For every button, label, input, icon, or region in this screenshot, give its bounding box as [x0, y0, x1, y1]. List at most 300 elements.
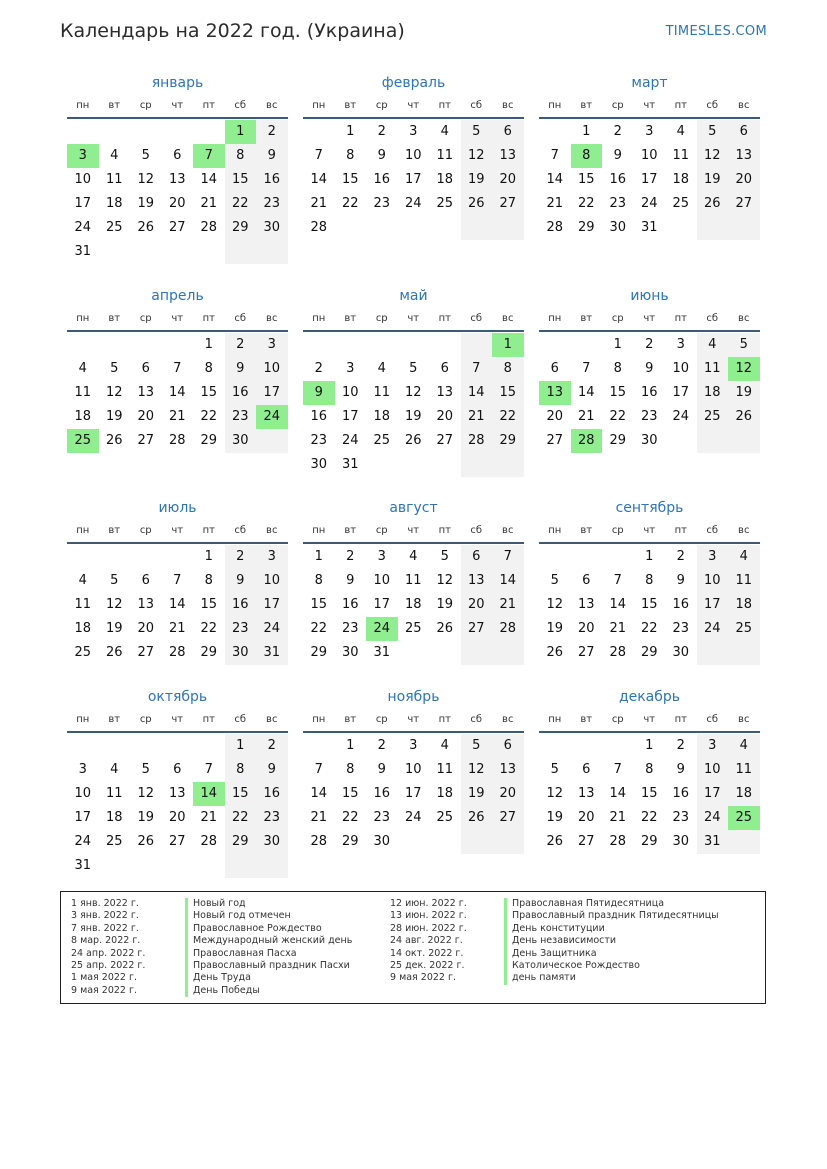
holiday-day-cell: 7 [193, 144, 225, 168]
day-grid [539, 734, 760, 854]
day-cell: 9 [256, 144, 288, 168]
day-cell: 10 [640, 148, 658, 163]
weekday-label: ср [611, 714, 624, 725]
weekday-label: вт [108, 100, 121, 111]
day-cell: 9 [377, 762, 386, 777]
day-cell: 30 [225, 429, 257, 453]
empty-cell [728, 830, 760, 854]
day-cell: 19 [105, 409, 123, 424]
day-cell: 31 [74, 858, 92, 873]
month-name: декабрь [618, 689, 681, 705]
day-cell: 11 [373, 385, 391, 400]
weekday-label: сб [234, 714, 247, 725]
day-cell: 29 [200, 645, 218, 660]
day-cell: 17 [256, 381, 288, 405]
day-cell: 16 [256, 782, 288, 806]
day-cell: 5 [461, 734, 493, 758]
day-cell: 18 [436, 172, 454, 187]
day-cell: 18 [404, 597, 422, 612]
holiday-day-cell: 14 [193, 782, 225, 806]
weekday-label: чт [407, 313, 420, 324]
day-cell: 29 [225, 216, 257, 240]
holiday-name: Новый год [185, 898, 246, 910]
weekday-label: пт [202, 100, 215, 111]
day-cell: 18 [728, 593, 760, 617]
day-cell: 15 [577, 172, 595, 187]
month-block [67, 285, 288, 453]
weekday-label: вт [344, 525, 357, 536]
holiday-name: День конституции [504, 923, 605, 935]
month-block [539, 285, 760, 453]
day-cell: 1 [346, 738, 355, 753]
holiday-row [380, 960, 719, 972]
day-cell: 16 [373, 786, 391, 801]
weekday-label: вс [738, 313, 750, 324]
day-cell: 30 [310, 457, 328, 472]
weekday-label: пт [202, 313, 215, 324]
day-cell: 2 [225, 333, 257, 357]
day-cell: 30 [609, 220, 627, 235]
empty-cell [162, 854, 194, 878]
day-cell: 12 [546, 597, 564, 612]
day-cell: 7 [582, 361, 591, 376]
day-cell: 21 [609, 621, 627, 636]
weekday-label: вс [266, 525, 278, 536]
day-cell: 23 [373, 196, 391, 211]
holiday-name: Православный праздник Пасхи [185, 960, 350, 972]
day-cell: 3 [697, 545, 729, 569]
weekday-label: вт [580, 100, 593, 111]
day-cell: 15 [225, 782, 257, 806]
day-cell: 4 [676, 124, 685, 139]
day-cell: 9 [676, 573, 685, 588]
weekday-header [539, 708, 760, 733]
month-name: февраль [381, 75, 446, 91]
day-cell: 9 [613, 148, 622, 163]
day-cell: 5 [728, 333, 760, 357]
empty-cell [162, 240, 194, 264]
weekday-label: ср [611, 525, 624, 536]
day-cell: 11 [728, 758, 760, 782]
day-cell: 27 [436, 433, 454, 448]
empty-cell [130, 240, 162, 264]
day-cell: 28 [310, 220, 328, 235]
day-cell: 22 [609, 409, 627, 424]
day-grid [303, 120, 524, 240]
empty-cell [461, 641, 493, 665]
weekday-header [539, 307, 760, 332]
day-cell: 10 [341, 385, 359, 400]
weekday-label: ср [375, 714, 388, 725]
month-block [539, 72, 760, 240]
day-cell: 5 [461, 120, 493, 144]
weekday-label: вс [502, 525, 514, 536]
weekday-label: чт [407, 525, 420, 536]
day-cell: 19 [546, 621, 564, 636]
holiday-date: 1 мая 2022 г. [71, 972, 137, 984]
holiday-date: 24 апр. 2022 г. [71, 947, 146, 959]
day-cell: 7 [492, 545, 524, 569]
weekday-label: пт [438, 313, 451, 324]
day-cell: 4 [78, 573, 87, 588]
day-cell: 5 [409, 361, 418, 376]
day-cell: 23 [609, 196, 627, 211]
empty-cell [99, 120, 131, 144]
day-cell: 27 [137, 645, 155, 660]
empty-cell [256, 429, 288, 453]
page-title: Календарь на 2022 год. (Украина) [60, 20, 405, 42]
weekday-label: вт [580, 313, 593, 324]
day-cell: 10 [672, 361, 690, 376]
day-cell: 23 [373, 810, 391, 825]
day-cell: 21 [609, 810, 627, 825]
empty-cell [398, 641, 430, 665]
day-cell: 4 [110, 148, 119, 163]
day-cell: 1 [645, 549, 654, 564]
day-cell: 18 [436, 786, 454, 801]
weekday-label: пн [312, 525, 326, 536]
day-cell: 13 [168, 786, 186, 801]
day-cell: 31 [341, 457, 359, 472]
day-cell: 8 [645, 762, 654, 777]
day-cell: 18 [105, 196, 123, 211]
day-cell: 14 [609, 786, 627, 801]
day-cell: 24 [404, 810, 422, 825]
day-cell: 20 [436, 409, 454, 424]
day-cell: 24 [74, 834, 92, 849]
day-cell: 10 [697, 758, 729, 782]
weekday-label: чт [171, 313, 184, 324]
day-cell: 6 [440, 361, 449, 376]
day-cell: 25 [436, 810, 454, 825]
day-cell: 18 [74, 621, 92, 636]
month-block [303, 686, 524, 854]
day-cell: 19 [105, 621, 123, 636]
day-grid [303, 734, 524, 854]
month-name: сентябрь [615, 500, 684, 516]
empty-cell [99, 240, 131, 264]
weekday-label: вт [344, 100, 357, 111]
day-cell: 23 [225, 405, 257, 429]
day-cell: 23 [672, 810, 690, 825]
day-cell: 5 [550, 762, 559, 777]
empty-cell [67, 120, 99, 144]
empty-cell [303, 333, 335, 357]
weekday-label: ср [139, 525, 152, 536]
weekday-label: сб [706, 525, 719, 536]
day-cell: 9 [225, 569, 257, 593]
day-cell: 7 [173, 573, 182, 588]
holiday-day-cell: 25 [67, 429, 99, 453]
holiday-day-cell: 24 [256, 405, 288, 429]
day-cell: 20 [492, 168, 524, 192]
day-cell: 11 [672, 148, 690, 163]
empty-cell [461, 333, 493, 357]
empty-cell [539, 120, 571, 144]
day-cell: 22 [341, 196, 359, 211]
weekday-label: сб [470, 100, 483, 111]
day-cell: 2 [377, 124, 386, 139]
day-cell: 11 [728, 569, 760, 593]
day-cell: 13 [728, 144, 760, 168]
day-cell: 15 [225, 168, 257, 192]
holiday-day-cell: 3 [67, 144, 99, 168]
empty-cell [571, 734, 603, 758]
month-block [539, 497, 760, 665]
weekday-label: сб [234, 100, 247, 111]
day-cell: 16 [373, 172, 391, 187]
day-cell: 30 [341, 645, 359, 660]
empty-cell [429, 830, 461, 854]
weekday-label: сб [470, 714, 483, 725]
weekday-label: пн [548, 100, 562, 111]
holiday-name: День Защитника [504, 948, 597, 960]
day-cell: 7 [613, 573, 622, 588]
weekday-label: вс [502, 313, 514, 324]
day-cell: 30 [640, 433, 658, 448]
day-cell: 25 [697, 405, 729, 429]
holiday-day-cell: 9 [303, 381, 335, 405]
day-cell: 15 [200, 385, 218, 400]
day-cell: 12 [436, 573, 454, 588]
day-cell: 9 [346, 573, 355, 588]
month-name: май [399, 288, 428, 304]
empty-cell [728, 429, 760, 453]
day-cell: 27 [728, 192, 760, 216]
empty-cell [256, 240, 288, 264]
empty-cell [429, 333, 461, 357]
day-cell: 3 [645, 124, 654, 139]
weekday-header [67, 94, 288, 119]
day-cell: 4 [110, 762, 119, 777]
day-cell: 17 [341, 409, 359, 424]
weekday-label: сб [706, 313, 719, 324]
day-cell: 22 [225, 192, 257, 216]
day-cell: 2 [645, 337, 654, 352]
empty-cell [665, 429, 697, 453]
day-cell: 8 [645, 573, 654, 588]
weekday-label: ср [375, 100, 388, 111]
day-cell: 8 [346, 762, 355, 777]
day-cell: 3 [346, 361, 355, 376]
day-cell: 10 [404, 762, 422, 777]
day-cell: 6 [173, 148, 182, 163]
empty-cell [193, 120, 225, 144]
day-cell: 9 [256, 758, 288, 782]
weekday-label: пт [674, 313, 687, 324]
empty-cell [162, 333, 194, 357]
day-cell: 28 [546, 220, 564, 235]
day-cell: 3 [78, 762, 87, 777]
day-cell: 29 [200, 433, 218, 448]
weekday-label: пт [202, 525, 215, 536]
day-cell: 12 [461, 758, 493, 782]
day-cell: 5 [141, 148, 150, 163]
day-cell: 28 [609, 834, 627, 849]
empty-cell [461, 830, 493, 854]
weekday-label: вс [738, 714, 750, 725]
day-cell: 20 [546, 409, 564, 424]
day-cell: 19 [697, 168, 729, 192]
brand-link[interactable]: TIMESLES.COM [665, 24, 767, 39]
day-cell: 8 [346, 148, 355, 163]
holiday-name: Православное Рождество [185, 923, 322, 935]
day-cell: 6 [173, 762, 182, 777]
weekday-label: пн [548, 525, 562, 536]
weekday-label: пт [674, 100, 687, 111]
day-cell: 17 [74, 196, 92, 211]
day-cell: 27 [168, 834, 186, 849]
day-cell: 10 [74, 172, 92, 187]
day-cell: 6 [492, 120, 524, 144]
empty-cell [193, 854, 225, 878]
day-cell: 20 [461, 593, 493, 617]
empty-cell [303, 734, 335, 758]
day-cell: 2 [346, 549, 355, 564]
day-cell: 17 [640, 172, 658, 187]
day-cell: 2 [613, 124, 622, 139]
day-cell: 16 [609, 172, 627, 187]
empty-cell [429, 453, 461, 477]
day-cell: 6 [550, 361, 559, 376]
holiday-date: 1 янв. 2022 г. [71, 898, 139, 909]
holiday-date: 28 июн. 2022 г. [390, 922, 467, 934]
weekday-label: чт [643, 714, 656, 725]
day-cell: 19 [137, 810, 155, 825]
empty-cell [697, 216, 729, 240]
day-cell: 19 [728, 381, 760, 405]
holiday-row [380, 948, 719, 960]
empty-cell [225, 854, 257, 878]
day-cell: 28 [200, 220, 218, 235]
weekday-header [303, 519, 524, 544]
month-block [67, 72, 288, 264]
empty-cell [571, 545, 603, 569]
holiday-name: Православная Пасха [185, 948, 297, 960]
day-cell: 27 [577, 834, 595, 849]
day-cell: 6 [461, 545, 493, 569]
weekday-label: ср [375, 525, 388, 536]
day-cell: 25 [404, 621, 422, 636]
weekday-label: пт [438, 100, 451, 111]
empty-cell [67, 333, 99, 357]
day-cell: 7 [204, 762, 213, 777]
empty-cell [130, 854, 162, 878]
day-cell: 1 [645, 738, 654, 753]
day-grid [67, 120, 288, 264]
weekday-header [303, 307, 524, 332]
weekday-header [539, 519, 760, 544]
month-block [67, 497, 288, 665]
day-cell: 22 [577, 196, 595, 211]
day-cell: 16 [225, 593, 257, 617]
day-cell: 6 [582, 573, 591, 588]
day-cell: 13 [577, 597, 595, 612]
month-block [303, 285, 524, 477]
day-cell: 10 [373, 573, 391, 588]
day-cell: 28 [609, 645, 627, 660]
day-cell: 16 [672, 786, 690, 801]
day-cell: 26 [461, 806, 493, 830]
day-cell: 7 [314, 762, 323, 777]
holiday-day-cell: 8 [571, 144, 603, 168]
day-cell: 21 [461, 405, 493, 429]
empty-cell [162, 120, 194, 144]
day-cell: 17 [74, 810, 92, 825]
day-cell: 16 [672, 597, 690, 612]
day-cell: 19 [546, 810, 564, 825]
day-cell: 30 [225, 641, 257, 665]
weekday-label: вс [266, 100, 278, 111]
month-block [303, 497, 524, 665]
empty-cell [366, 216, 398, 240]
day-cell: 28 [200, 834, 218, 849]
day-cell: 13 [577, 786, 595, 801]
day-cell: 7 [173, 361, 182, 376]
day-cell: 22 [310, 621, 328, 636]
day-cell: 22 [200, 409, 218, 424]
empty-cell [130, 734, 162, 758]
holiday-day-cell: 12 [728, 357, 760, 381]
empty-cell [99, 854, 131, 878]
day-cell: 17 [404, 786, 422, 801]
holiday-name: День Победы [185, 985, 260, 997]
day-cell: 4 [440, 738, 449, 753]
day-cell: 16 [341, 597, 359, 612]
day-cell: 13 [492, 758, 524, 782]
day-cell: 24 [640, 196, 658, 211]
day-cell: 13 [137, 597, 155, 612]
day-cell: 26 [697, 192, 729, 216]
empty-cell [429, 216, 461, 240]
weekday-label: вс [738, 100, 750, 111]
day-cell: 17 [256, 593, 288, 617]
day-cell: 24 [697, 806, 729, 830]
day-cell: 18 [672, 172, 690, 187]
empty-cell [366, 453, 398, 477]
day-cell: 27 [492, 192, 524, 216]
month-name: август [389, 500, 438, 516]
holiday-list-left [61, 898, 352, 997]
day-cell: 3 [697, 734, 729, 758]
holiday-legend [60, 891, 766, 1004]
empty-cell [492, 641, 524, 665]
weekday-label: пн [76, 313, 90, 324]
day-cell: 15 [200, 597, 218, 612]
weekday-label: вт [108, 313, 121, 324]
day-cell: 29 [577, 220, 595, 235]
weekday-label: вт [108, 714, 121, 725]
day-cell: 6 [141, 361, 150, 376]
empty-cell [225, 240, 257, 264]
holiday-row [380, 972, 719, 984]
day-grid [539, 545, 760, 665]
day-cell: 1 [346, 124, 355, 139]
day-cell: 11 [74, 597, 92, 612]
empty-cell [539, 545, 571, 569]
empty-cell [728, 641, 760, 665]
day-cell: 31 [256, 641, 288, 665]
day-cell: 18 [105, 810, 123, 825]
day-cell: 7 [613, 762, 622, 777]
empty-cell [461, 216, 493, 240]
day-cell: 1 [225, 734, 257, 758]
day-cell: 21 [168, 409, 186, 424]
day-grid [303, 545, 524, 665]
day-cell: 4 [728, 545, 760, 569]
weekday-header [67, 307, 288, 332]
day-cell: 21 [546, 196, 564, 211]
